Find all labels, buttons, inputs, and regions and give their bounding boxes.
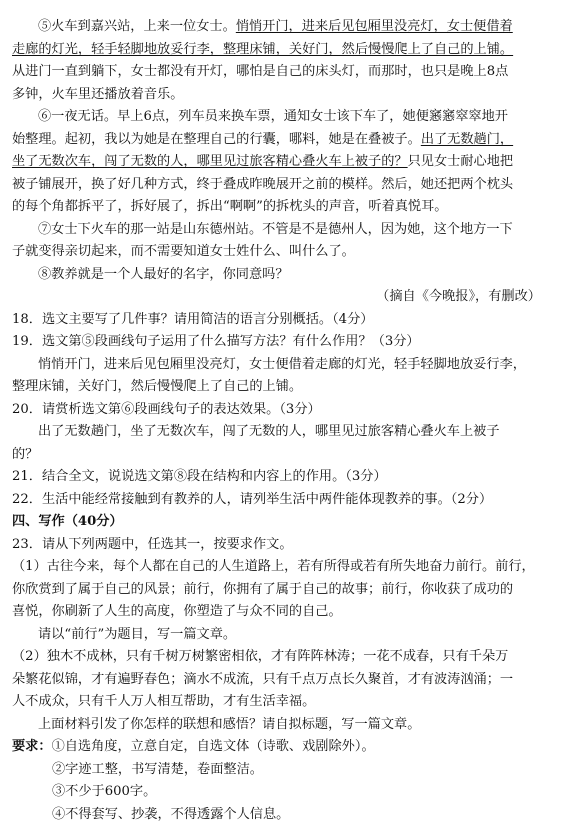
text-line (12, 624, 553, 647)
text-line (12, 39, 553, 62)
text-segment: 上面材料引发了你怎样的联想和感悟？请自拟标题，写一篇文章。 (38, 717, 420, 732)
text-segment: 的每个角都拆平了，拆好展了，拆出“啊啊”的拆枕头的声音，听着真悦耳。 (12, 199, 447, 214)
text-segment: 请以“前行”为题目，写一篇文章。 (38, 627, 236, 642)
text-line (12, 219, 553, 242)
text-line (12, 331, 553, 354)
text-segment: ③不少于600字。 (52, 784, 156, 799)
text-line (12, 354, 553, 377)
text-segment: 只见女士耐心地把 (408, 154, 514, 169)
underlined-text: 坐了无数次车，闯了无数的人，哪里见过旅客精心叠火车上被子的？ (12, 154, 408, 169)
text-segment: 朵繁花似锦，才有遍野春色；滴水不成流，只有千点万点长久聚首，才有波涛汹涌；一 (12, 672, 513, 687)
text-line (12, 129, 553, 152)
text-segment: 从进门一直到躺下，女士都没有开灯，哪怕是自己的床头灯，而那时，也只是晚上8点 (12, 64, 508, 79)
text-line (12, 736, 553, 759)
text-segment: 要求： (12, 739, 52, 754)
text-segment: 18．选文主要写了几件事？请用简洁的语言分别概括。（4分） (12, 312, 373, 327)
text-line (12, 61, 553, 84)
text-segment: 子就变得亲切起来，而不需要知道女士姓什么、叫什么了。 (12, 244, 355, 259)
text-line (12, 444, 553, 467)
underlined-text: 出了无数趟门， (421, 132, 513, 147)
text-line (12, 286, 553, 309)
text-segment: 始整理。起初，我以为她是在整理自己的行囊，哪料，她是在叠被子。 (12, 132, 421, 147)
text-line (12, 174, 553, 197)
text-line (12, 376, 553, 399)
text-segment: ⑦女士下火车的那一站是山东德州站。不管是不是德州人，因为她，这个地方一下 (38, 222, 513, 237)
text-line (12, 489, 553, 512)
text-segment: 被子铺展开，换了好几种方式，终于叠成昨晚展开之前的模样。然后，她还把两个枕头 (12, 177, 513, 192)
text-segment: （2）独木不成林，只有千树万树繁密相依，才有阵阵林涛；一花不成春，只有千朵万 (12, 649, 508, 664)
text-segment: （1）古往今来，每个人都在自己的人生道路上，若有所得或若有所失地奋力前行。前行， (12, 559, 535, 574)
text-segment: 21．结合全文，说说选文第⑧段在结构和内容上的作用。（3分） (12, 469, 387, 484)
text-line (12, 241, 553, 264)
underlined-text: 悄悄开门，进来后见包厢里没亮灯，女士便借着 (236, 19, 513, 34)
text-line (12, 759, 553, 782)
text-segment: （摘自《今晚报》，有删改） (376, 289, 541, 304)
text-segment: ①自选角度，立意自定，自选文体（诗歌、戏剧除外）。 (52, 739, 375, 754)
text-segment: ⑤火车到嘉兴站，上来一位女士。 (38, 19, 236, 34)
text-line (12, 804, 553, 826)
text-segment: 你欣赏到了属于自己的风景；前行，你拥有了属于自己的故事；前行，你收获了成功的 (12, 582, 513, 597)
text-line (12, 669, 553, 692)
text-line (12, 399, 553, 422)
text-segment: 悄悄开门，进来后见包厢里没亮灯，女士便借着走廊的灯光，轻手轻脚地放妥行李， (38, 357, 526, 372)
text-line (12, 16, 553, 39)
text-segment: ④不得套写、抄袭，不得透露个人信息。 (52, 807, 289, 822)
text-segment: ⑧教养就是一个人最好的名字，你同意吗？ (38, 267, 289, 282)
text-line (12, 601, 553, 624)
text-segment: ②字迹工整，书写清楚，卷面整洁。 (52, 762, 263, 777)
text-segment: 22．生活中能经常接触到有教养的人，请列举生活中两件能体现教养的事。（2分） (12, 492, 492, 507)
text-line (12, 714, 553, 737)
text-segment: 多钟，火车里还播放着音乐。 (12, 87, 183, 102)
text-segment: ⑥一夜无话。早上6点，列车员来换车票，通知女士该下车了，她便窸窸窣窣地开 (38, 109, 508, 124)
text-line (12, 106, 553, 129)
text-segment: 出了无数趟门，坐了无数次车，闯了无数的人，哪里见过旅客精心叠火车上被子 (38, 424, 500, 439)
text-line (12, 646, 553, 669)
text-line (12, 151, 553, 174)
text-segment: 四、写作（40分） (12, 514, 123, 529)
text-segment: 的？ (12, 447, 38, 462)
text-line (12, 781, 553, 804)
text-line (12, 196, 553, 219)
text-line (12, 511, 553, 534)
underlined-text: 走廊的灯光，轻手轻脚地放妥行李，整理床铺，关好门，然后慢慢爬上了自己的上铺。 (12, 42, 513, 57)
text-segment: 人不成众，只有千人万人相互帮助，才有生活幸福。 (12, 694, 315, 709)
text-line (12, 691, 553, 714)
text-line (12, 309, 553, 332)
text-line (12, 466, 553, 489)
text-line (12, 84, 553, 107)
text-line (12, 421, 553, 444)
text-segment: 喜悦，你刷新了人生的高度，你塑造了与众不同的自己。 (12, 604, 342, 619)
text-line (12, 534, 553, 557)
text-line (12, 556, 553, 579)
text-segment: 23．请从下列两题中，任选其一，按要求作文。 (12, 537, 293, 552)
text-segment: 19．选文第⑤段画线句子运用了什么描写方法？有什么作用？（3分） (12, 334, 420, 349)
text-line (12, 579, 553, 602)
text-segment: 整理床铺，关好门，然后慢慢爬上了自己的上铺。 (12, 379, 302, 394)
text-segment: 20．请赏析选文第⑥段画线句子的表达效果。（3分） (12, 402, 321, 417)
text-line (12, 264, 553, 287)
